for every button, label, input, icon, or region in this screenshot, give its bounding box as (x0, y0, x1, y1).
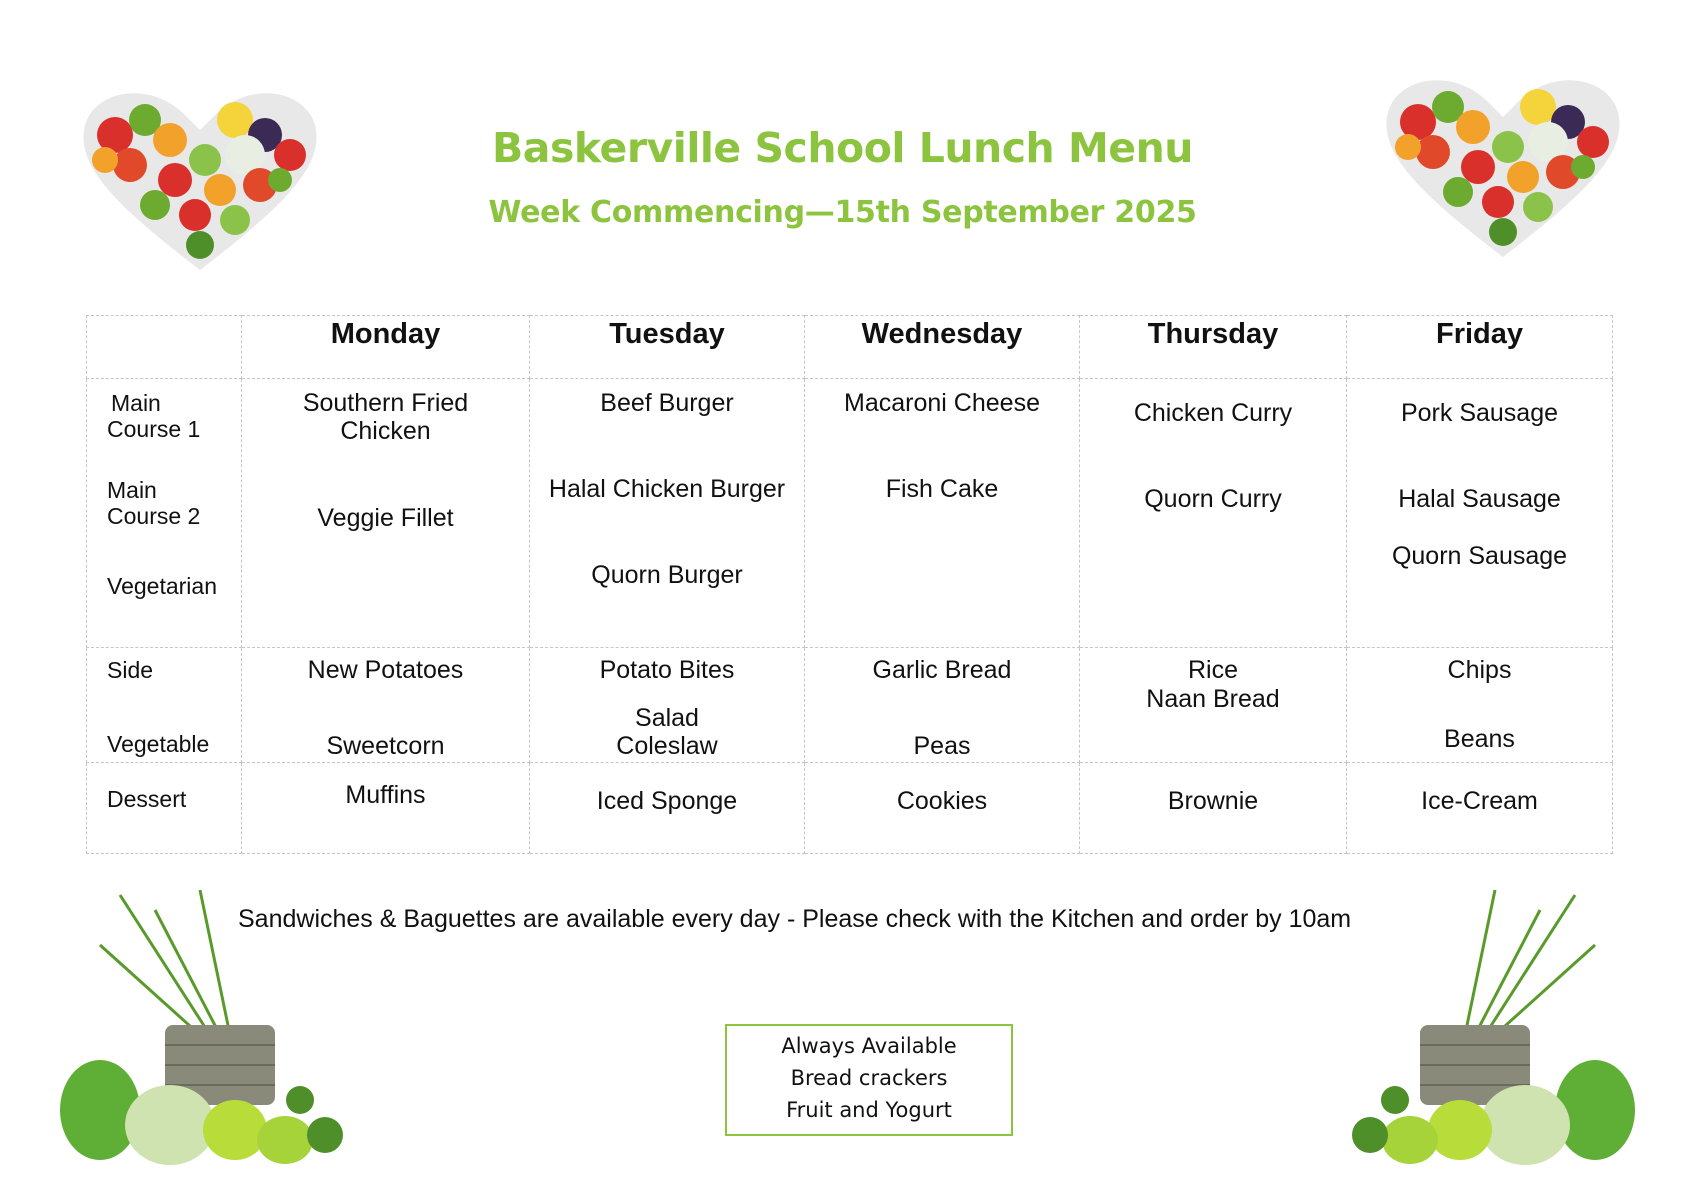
table-row-mains (87, 379, 1613, 648)
day-header-thursday: Thursday (1080, 316, 1347, 379)
table-row-dessert (87, 763, 1613, 854)
monday-sides (242, 648, 530, 763)
row-label-mains (87, 379, 242, 648)
sandwich-notice-text: Sandwiches & Baguettes are available every day - Please check with the Kitchen and order by 10am (238, 905, 1352, 933)
monday-mains (242, 379, 530, 648)
tuesday-veg-b: Coleslaw (616, 732, 718, 760)
always-available-box (725, 1024, 1013, 1136)
label-vegetable: Vegetable (107, 731, 210, 757)
wednesday-main1: Macaroni Cheese (844, 389, 1040, 417)
friday-sides (1347, 648, 1613, 763)
tuesday-dessert: Iced Sponge (596, 787, 738, 815)
friday-dessert: Ice-Cream (1421, 787, 1538, 815)
thursday-main1: Chicken Curry (1133, 399, 1293, 427)
day-header-friday: Friday (1347, 316, 1613, 379)
wednesday-side: Garlic Bread (872, 656, 1012, 684)
thursday-side-b: Naan Bread (1146, 685, 1280, 713)
day-header-tuesday: Tuesday (530, 316, 805, 379)
monday-main1-b: Chicken (340, 417, 431, 445)
thursday-sides (1080, 648, 1347, 763)
friday-mains (1347, 379, 1613, 648)
tuesday-vegetarian: Quorn Burger (591, 561, 743, 589)
wednesday-sides (805, 648, 1080, 763)
thursday-main2: Quorn Curry (1144, 485, 1282, 513)
label-main-course-2a: Main (107, 477, 157, 503)
thursday-side-a: Rice (1187, 656, 1238, 684)
always-available-item-1: Bread crackers (790, 1066, 948, 1090)
vegetable-basket-image-right (1335, 885, 1635, 1170)
label-side: Side (107, 657, 154, 683)
lunch-menu-table (86, 315, 1613, 854)
monday-dessert: Muffins (345, 781, 426, 809)
tuesday-side: Potato Bites (599, 656, 735, 684)
friday-main2: Halal Sausage (1398, 485, 1561, 513)
tuesday-mains (530, 379, 805, 648)
table-row-sides (87, 648, 1613, 763)
vegetable-basket-image-left (60, 885, 360, 1170)
corner-cell (87, 316, 242, 379)
monday-side: New Potatoes (307, 656, 464, 684)
page-title: Baskerville School Lunch Menu (492, 124, 1193, 172)
monday-main2: Veggie Fillet (317, 504, 454, 532)
label-main-course-1a: Main (111, 390, 161, 416)
friday-vegetarian: Quorn Sausage (1391, 542, 1568, 570)
label-vegetarian: Vegetarian (107, 573, 217, 599)
always-available-item-2: Fruit and Yogurt (786, 1098, 952, 1122)
thursday-dessert: Brownie (1167, 787, 1259, 815)
monday-main1-a: Southern Fried (302, 389, 469, 417)
monday-dessert-cell (242, 763, 530, 854)
tuesday-veg-a: Salad (635, 704, 699, 732)
row-label-dessert (87, 763, 242, 854)
wednesday-dessert-cell (805, 763, 1080, 854)
thursday-dessert-cell (1080, 763, 1347, 854)
page-subtitle: Week Commencing—15th September 2025 (488, 195, 1197, 230)
always-available-title: Always Available (781, 1034, 957, 1058)
day-header-monday: Monday (242, 316, 530, 379)
thursday-mains (1080, 379, 1347, 648)
tuesday-main1: Beef Burger (600, 389, 734, 417)
tuesday-main2: Halal Chicken Burger (548, 475, 786, 503)
label-dessert: Dessert (107, 786, 187, 812)
day-header-wednesday: Wednesday (805, 316, 1080, 379)
table-header-row (87, 316, 1613, 379)
wednesday-main2: Fish Cake (885, 475, 999, 503)
tuesday-sides (530, 648, 805, 763)
wednesday-dessert: Cookies (896, 787, 988, 815)
fruit-heart-image-left (75, 85, 325, 275)
label-main-course-1b: Course 1 (107, 416, 201, 442)
row-label-sides (87, 648, 242, 763)
wednesday-mains (805, 379, 1080, 648)
friday-vegetable: Beans (1444, 725, 1515, 753)
wednesday-vegetable: Peas (913, 732, 971, 760)
tuesday-dessert-cell (530, 763, 805, 854)
friday-dessert-cell (1347, 763, 1613, 854)
monday-vegetable: Sweetcorn (326, 732, 445, 760)
label-main-course-2b: Course 2 (107, 503, 201, 529)
friday-main1: Pork Sausage (1400, 399, 1559, 427)
friday-side: Chips (1447, 656, 1512, 684)
